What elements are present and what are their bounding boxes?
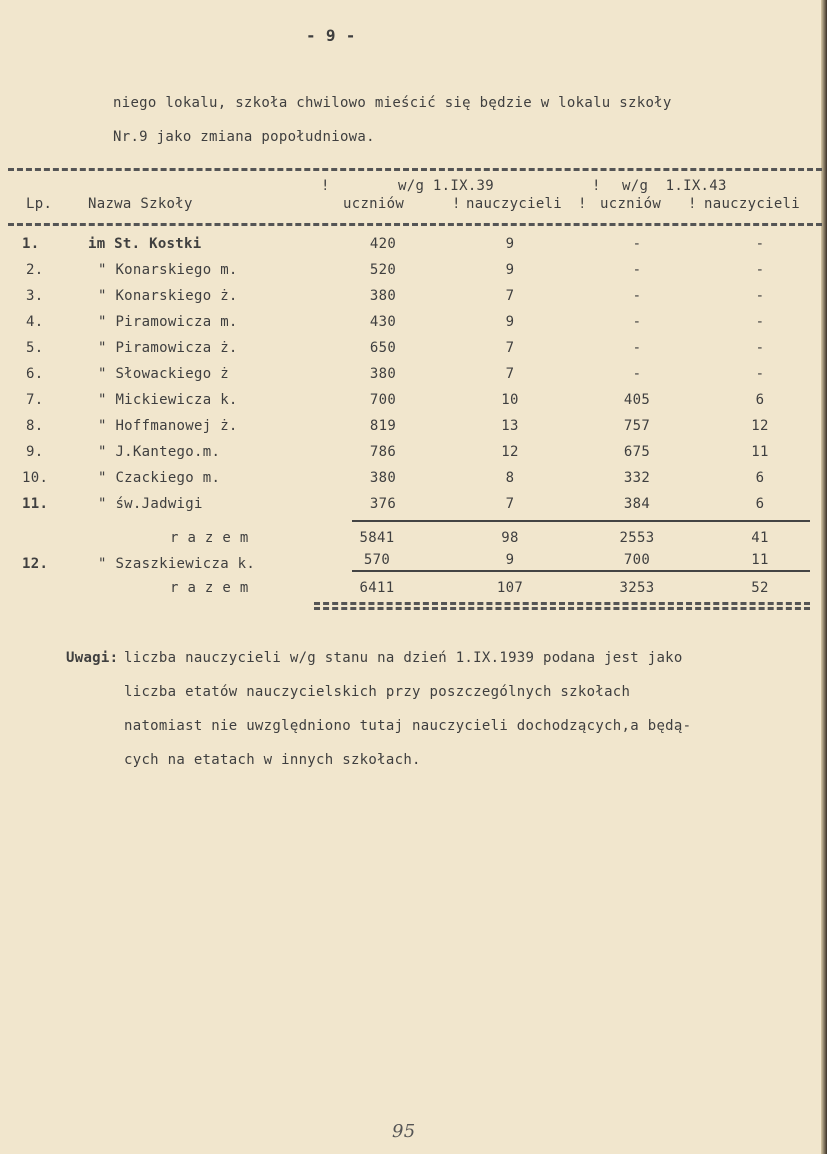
row-lp: 5.	[26, 340, 44, 356]
total-double-rule-2	[314, 607, 810, 610]
row-school-name: " Hoffmanowej ż.	[98, 418, 238, 434]
header-separator: !	[452, 196, 461, 212]
row-lp: 1.	[22, 236, 40, 252]
row-teachers-1943: -	[755, 366, 765, 382]
header-separator: !	[321, 178, 330, 194]
row-school-name: " J.Kantego.m.	[98, 444, 221, 460]
total-students-1939: 6411	[359, 580, 395, 596]
row-school-name: " Konarskiego m.	[98, 262, 238, 278]
row-school-name: " Szaszkiewicza k.	[98, 556, 256, 572]
total-label: r a z e m	[170, 580, 249, 596]
row-lp: 11.	[22, 496, 49, 512]
row-lp: 10.	[22, 470, 49, 486]
row-teachers-1939: 7	[505, 288, 515, 304]
row-teachers-1939: 12	[501, 444, 519, 460]
header-students-1939: uczniów	[343, 196, 405, 212]
header-separator: !	[592, 178, 601, 194]
row-school-name: " Czackiego m.	[98, 470, 221, 486]
row-lp: 9.	[26, 444, 44, 460]
row-lp: 8.	[26, 418, 44, 434]
remarks-line-3: natomiast nie uwzględniono tutaj nauczycieli dochodzących,a będą-	[124, 718, 692, 734]
row-teachers-1939: 9	[505, 236, 515, 252]
row-teachers-1943: -	[755, 314, 765, 330]
row-students-1939: 376	[369, 496, 397, 512]
row-students-1939: 570	[363, 552, 391, 568]
remarks-lead: Uwagi:	[66, 650, 119, 666]
row-students-1939: 380	[369, 470, 397, 486]
row-teachers-1939: 13	[501, 418, 519, 434]
row-students-1939: 819	[369, 418, 397, 434]
row-teachers-1939: 7	[505, 340, 515, 356]
row-teachers-1939: 7	[505, 366, 515, 382]
row-students-1943: -	[632, 340, 642, 356]
header-students-1943: uczniów	[600, 196, 662, 212]
row-school-name: " Piramowicza ż.	[98, 340, 238, 356]
row-students-1943: 405	[623, 392, 651, 408]
row-teachers-1943: 6	[755, 496, 765, 512]
row-students-1943: 700	[623, 552, 651, 568]
subtotal-teachers-1943: 41	[751, 530, 769, 546]
row-students-1943: 384	[623, 496, 651, 512]
row-teachers-1943: 6	[755, 392, 765, 408]
header-school-name: Nazwa Szkoły	[88, 196, 193, 212]
row-students-1939: 420	[369, 236, 397, 252]
row-school-name: " Słowackiego ż	[98, 366, 229, 382]
row-teachers-1943: 12	[751, 418, 769, 434]
intro-line-1: niego lokalu, szkoła chwilowo mieścić się będzie w lokalu szkoły	[113, 95, 672, 111]
row-students-1939: 650	[369, 340, 397, 356]
paper-edge-shadow	[821, 0, 827, 1154]
row-teachers-1943: -	[755, 262, 765, 278]
table-top-rule	[8, 168, 822, 171]
remarks-line-2: liczba etatów nauczycielskich przy poszczególnych szkołach	[124, 684, 631, 700]
row-students-1943: 757	[623, 418, 651, 434]
handwritten-folio-number: 95	[392, 1121, 416, 1142]
row-students-1939: 786	[369, 444, 397, 460]
remarks-line-1: liczba nauczycieli w/g stanu na dzień 1.IX.1939 podana jest jako	[124, 650, 683, 666]
row-students-1939: 520	[369, 262, 397, 278]
row-teachers-1943: -	[755, 236, 765, 252]
row-teachers-1939: 9	[505, 314, 515, 330]
row-lp: 7.	[26, 392, 44, 408]
row-school-name: im St. Kostki	[88, 236, 202, 252]
row-teachers-1939: 7	[505, 496, 515, 512]
header-date-1943: w/g 1.IX.43	[622, 178, 727, 194]
header-teachers-1939: nauczycieli	[466, 196, 563, 212]
total-students-1943: 3253	[619, 580, 655, 596]
row-teachers-1939: 10	[501, 392, 519, 408]
row-school-name: " Konarskiego ż.	[98, 288, 238, 304]
row-school-name: " św.Jadwigi	[98, 496, 203, 512]
header-bottom-rule	[8, 223, 822, 226]
row-lp: 12.	[22, 556, 49, 572]
row-students-1943: -	[632, 262, 642, 278]
row-students-1939: 430	[369, 314, 397, 330]
row-students-1939: 700	[369, 392, 397, 408]
row-students-1943: -	[632, 314, 642, 330]
header-lp: Lp.	[26, 196, 53, 212]
row-students-1943: -	[632, 288, 642, 304]
row-lp: 4.	[26, 314, 44, 330]
subtotal-students-1943: 2553	[619, 530, 655, 546]
header-separator: !	[688, 196, 697, 212]
row-teachers-1943: 11	[751, 552, 769, 568]
subtotal-rule	[352, 520, 810, 522]
total-teachers-1943: 52	[751, 580, 769, 596]
subtotal-label: r a z e m	[170, 530, 249, 546]
total-teachers-1939: 107	[496, 580, 524, 596]
row-teachers-1939: 9	[505, 262, 515, 278]
row-teachers-1943: -	[755, 340, 765, 356]
intro-line-2: Nr.9 jako zmiana popołudniowa.	[113, 129, 375, 145]
row-lp: 2.	[26, 262, 44, 278]
row-students-1939: 380	[369, 288, 397, 304]
row-students-1943: 332	[623, 470, 651, 486]
header-date-1939: w/g 1.IX.39	[398, 178, 495, 194]
row-teachers-1943: 11	[751, 444, 769, 460]
remarks-line-4: cych na etatach w innych szkołach.	[124, 752, 421, 768]
row-school-name: " Mickiewicza k.	[98, 392, 238, 408]
total-rule	[352, 570, 810, 572]
row-students-1943: 675	[623, 444, 651, 460]
row-teachers-1939: 8	[505, 470, 515, 486]
row-teachers-1939: 9	[505, 552, 515, 568]
total-double-rule-1	[314, 602, 810, 605]
row-teachers-1943: 6	[755, 470, 765, 486]
subtotal-students-1939: 5841	[359, 530, 395, 546]
row-students-1943: -	[632, 366, 642, 382]
page-number: - 9 -	[306, 26, 356, 45]
row-students-1939: 380	[369, 366, 397, 382]
row-school-name: " Piramowicza m.	[98, 314, 238, 330]
row-students-1943: -	[632, 236, 642, 252]
row-lp: 3.	[26, 288, 44, 304]
row-lp: 6.	[26, 366, 44, 382]
header-teachers-1943: nauczycieli	[704, 196, 801, 212]
row-teachers-1943: -	[755, 288, 765, 304]
subtotal-teachers-1939: 98	[501, 530, 519, 546]
header-separator: !	[578, 196, 587, 212]
